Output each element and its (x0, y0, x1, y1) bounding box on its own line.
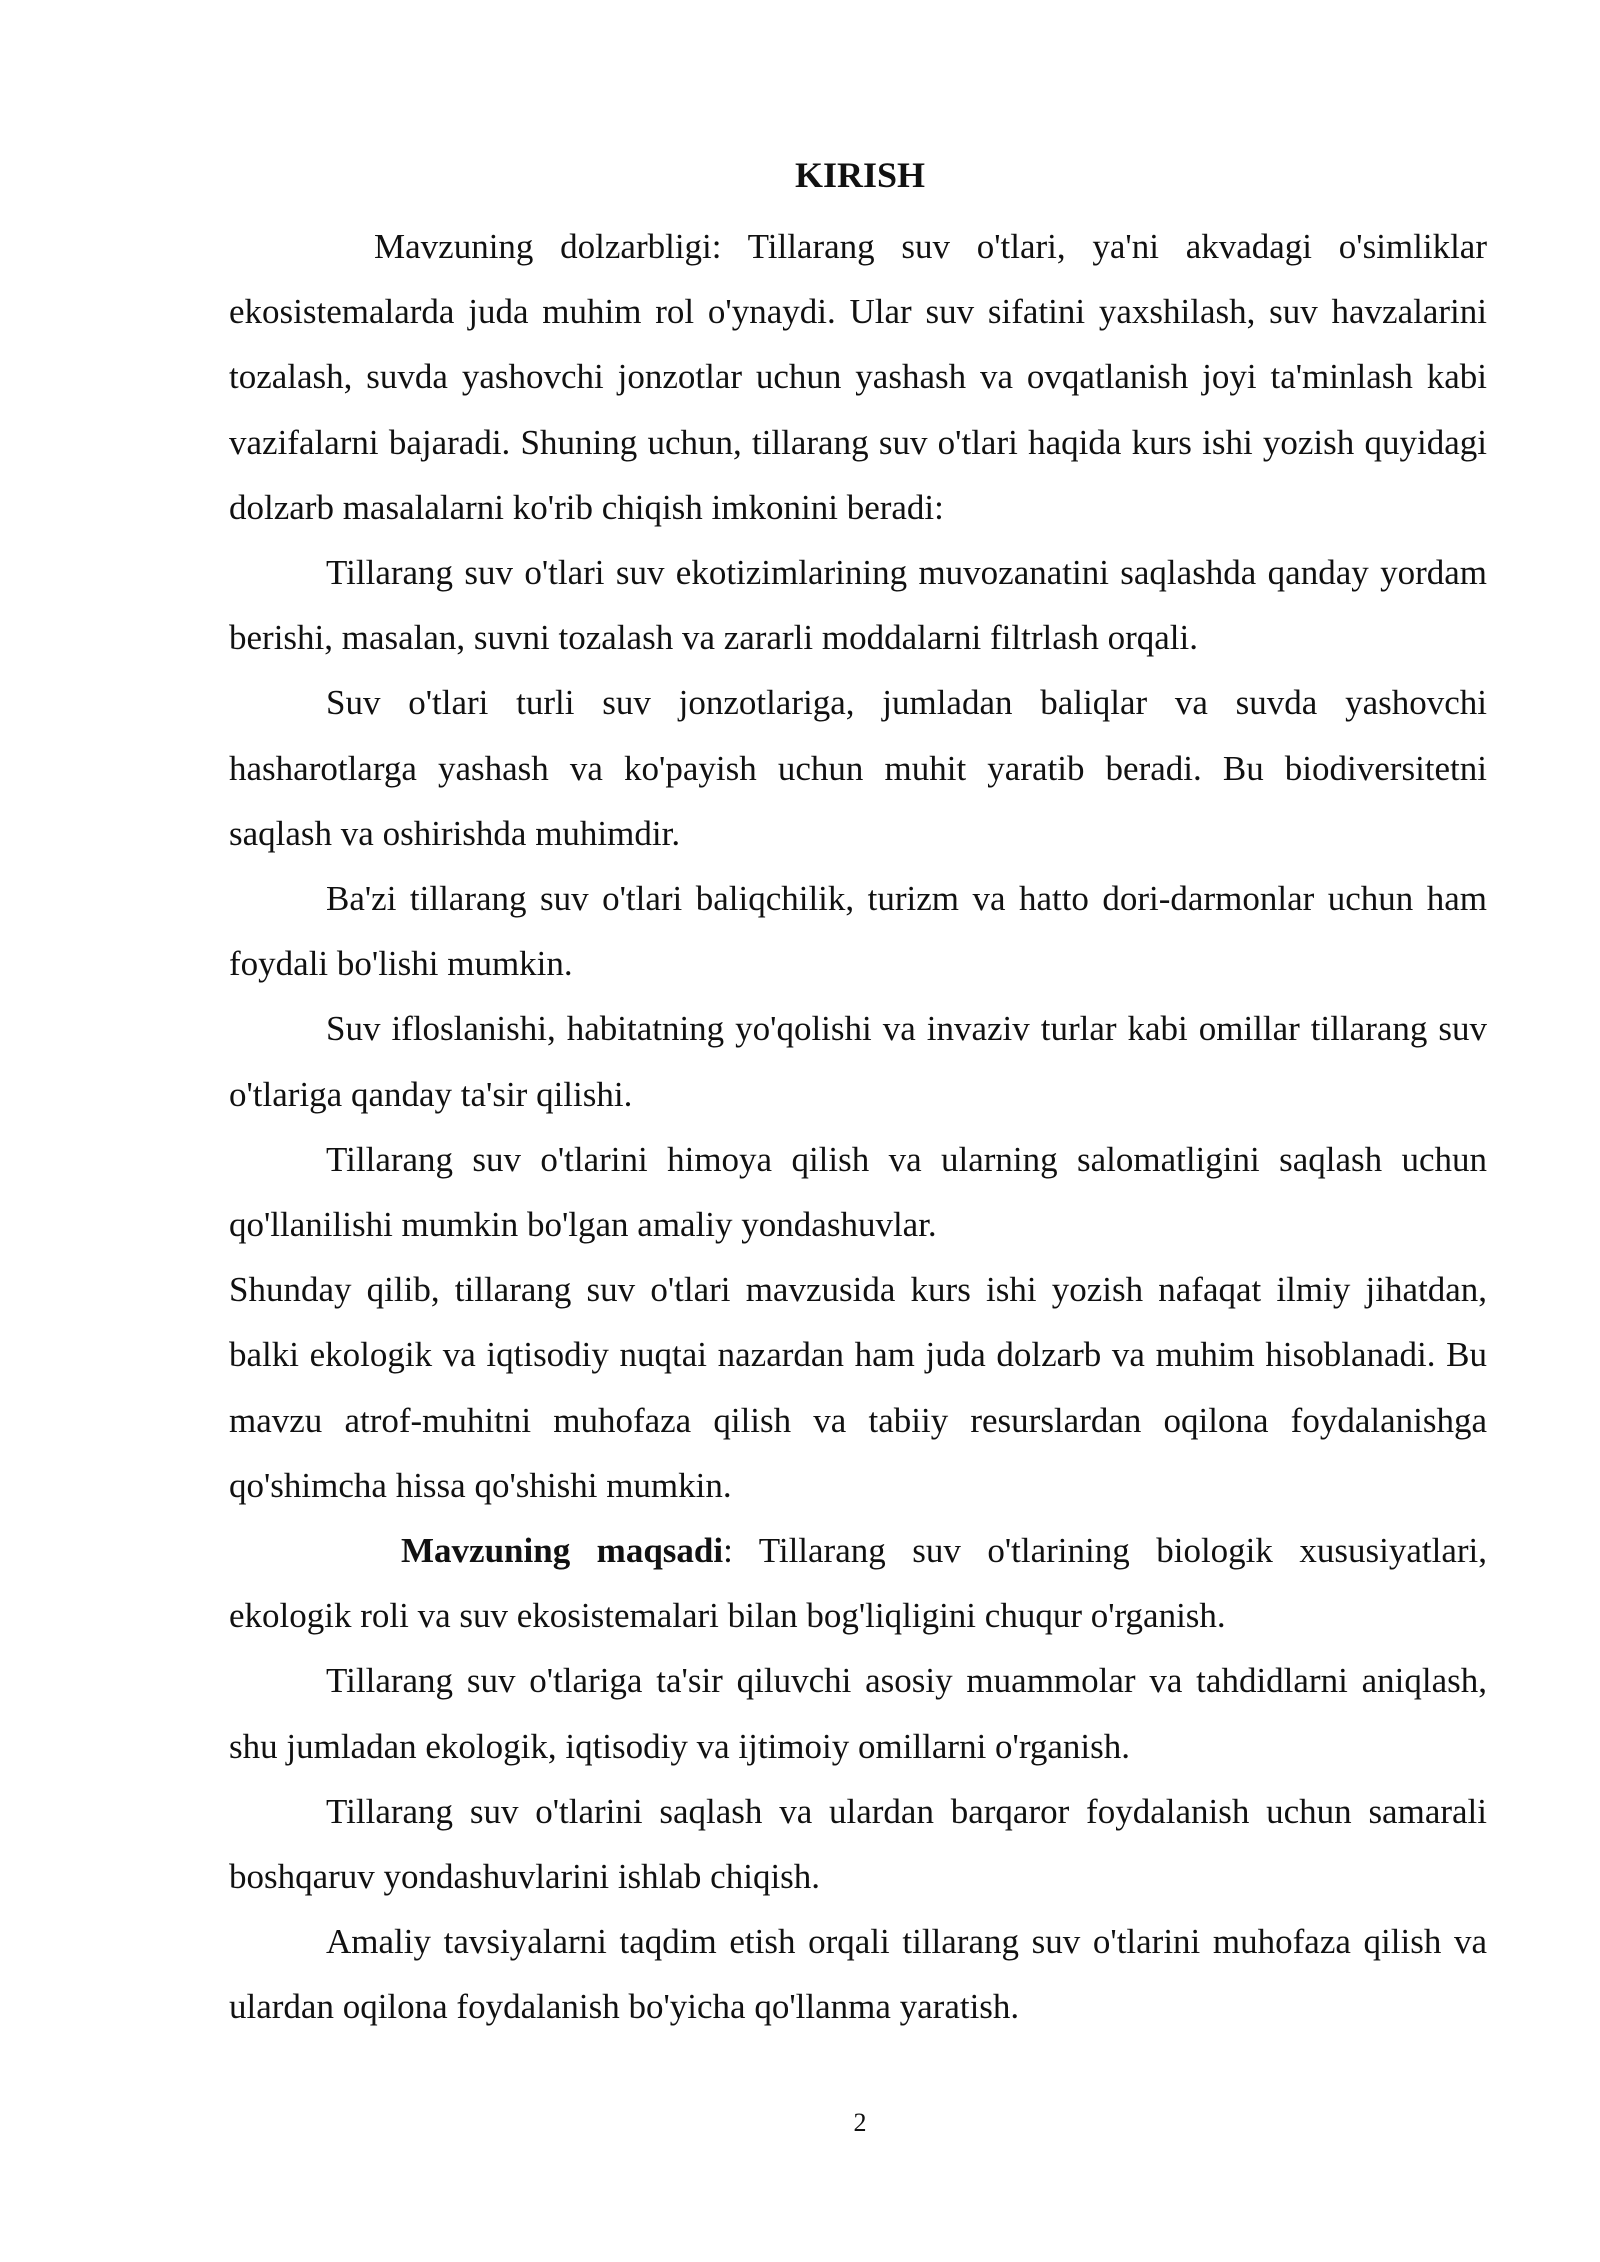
paragraph-goal-management: Tillarang suv o'tlarini saqlash va ulardan barqaror foydalanish uchun samarali boshqaruv yondashuvlarini ishlab chiqish. (229, 1791, 1487, 1897)
paragraph-conclusion: Shunday qilib, tillarang suv o'tlari mavzusida kurs ishi yozish nafaqat ilmiy jihatdan, balki ekologik va iqtisodiy nuqtai nazardan ham juda dolzarb va muhim hisoblanadi. Bu mavzu atrof-muhitni muhofaza qilish va tabiiy resurslardan oqilona foydalanishga qo'shimcha hissa qo'shishi mumkin. (229, 1270, 1487, 1505)
paragraph-relevance: Mavzuning dolzarbligi: Tillarang suv o'tlari, ya'ni akvadagi o'simliklar ekosistemalarda juda muhim rol o'ynaydi. Ular suv sifatini yaxshilash, suv havzalarini tozalash, suvda yashovchi jonzotlar uchun yashash va ovqatlanish joyi ta'minlash kabi vazifalarni bajaradi. Shuning uchun, tillarang suv o'tlari haqida kurs ishi yozish quyidagi dolzarb masalalarni ko'rib chiqish imkonini beradi: (229, 227, 1487, 527)
paragraph-ecosystem-balance: Tillarang suv o'tlari suv ekotizimlarining muvozanatini saqlashda qanday yordam berishi, masalan, suvni tozalash va zararli moddalarni filtrlash orqali. (229, 553, 1487, 658)
paragraph-threats: Suv ifloslanishi, habitatning yo'qolishi va invaziv turlar kabi omillar tillarang suv o'tlariga qanday ta'sir qilishi. (229, 1009, 1487, 1114)
paragraph-goal-problems: Tillarang suv o'tlariga ta'sir qiluvchi asosiy muammolar va tahdidlarni aniqlash, shu jumladan ekologik, iqtisodiy va ijtimoiy omillarni o'rganish. (229, 1661, 1487, 1766)
goal-label: Mavzuning maqsadi (401, 1531, 724, 1571)
page-title: KIRISH (794, 155, 926, 195)
paragraph-habitat: Suv o'tlari turli suv jonzotlariga, jumladan baliqlar va suvda yashovchi hasharotlarga yashash va ko'payish uchun muhit yaratib beradi. Bu biodiversitetni saqlash va oshirishda muhimdir. (229, 683, 1487, 853)
paragraph-uses: Ba'zi tillarang suv o'tlari baliqchilik, turizm va hatto dori-darmonlar uchun ham foydali bo'lishi mumkin. (229, 879, 1487, 984)
page-number: 2 (853, 2108, 867, 2137)
paragraph-goal (229, 1518, 1487, 1648)
goal-text: : Tillarang suv o'tlarining biologik xususiyatlari, ekologik roli va suv ekosistemalari bilan bog'liqligini chuqur o'rganish. (229, 1531, 1488, 1636)
paragraph-goal-recommendations: Amaliy tavsiyalarni taqdim etish orqali tillarang suv o'tlarini muhofaza qilish va ulardan oqilona foydalanish bo'yicha qo'llanma yaratish. (229, 1922, 1487, 2027)
paragraph-approaches: Tillarang suv o'tlarini himoya qilish va ularning salomatligini saqlash uchun qo'llanilishi mumkin bo'lgan amaliy yondashuvlar. (229, 1139, 1487, 1245)
body-text (229, 214, 1487, 2040)
